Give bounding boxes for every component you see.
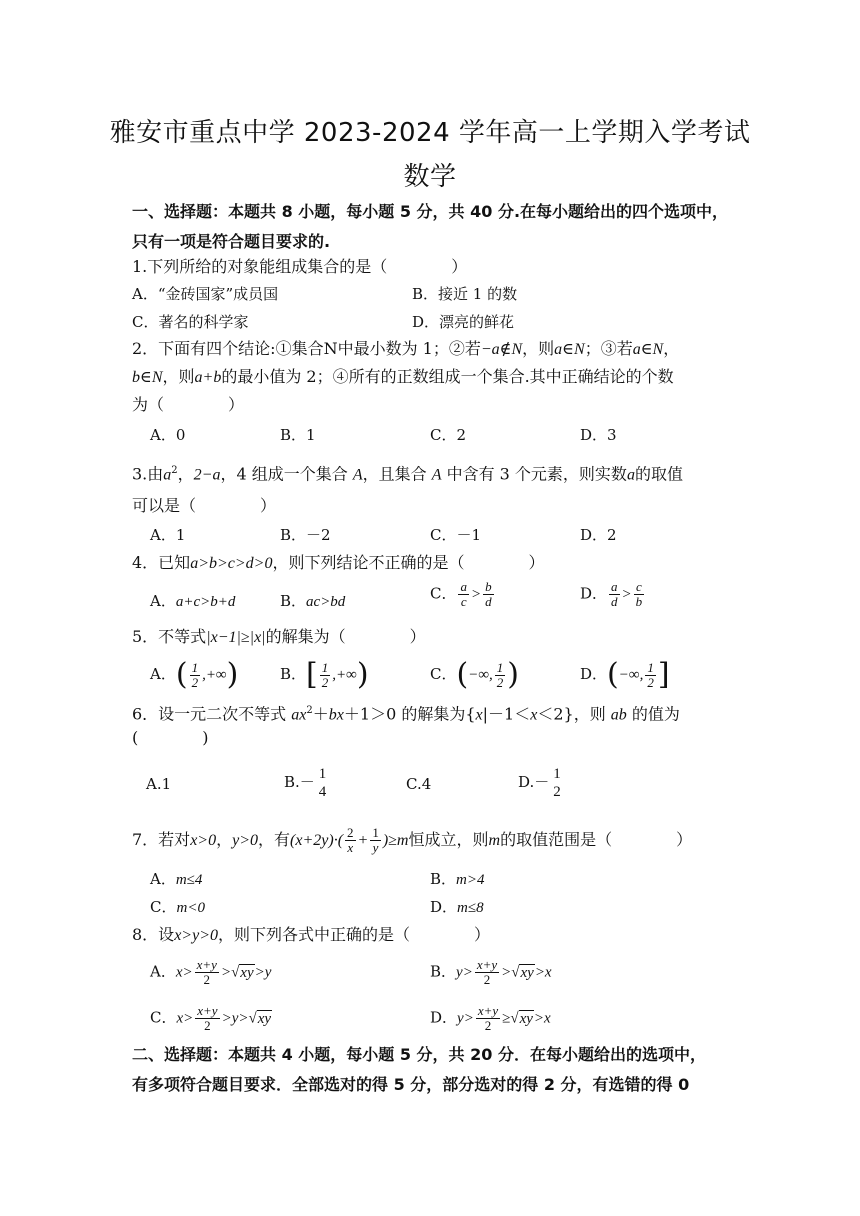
q5-option-b: B．[ $\frac{1}{2}$ ,+∞) bbox=[280, 657, 369, 692]
q5-stem: 5．不等式|x−1|≥|x|的解集为（ ） bbox=[132, 627, 426, 646]
q6-stem-line2: ( ) bbox=[132, 728, 209, 747]
q2-option-a: A．0 bbox=[150, 426, 186, 444]
q7-option-d: D．m≤8 bbox=[430, 898, 484, 916]
q1-option-d: D．漂亮的鲜花 bbox=[412, 313, 515, 331]
q4-stem: 4．已知a>b>c>d>0，则下列结论不正确的是（ ） bbox=[132, 553, 545, 572]
q3-option-d: D．2 bbox=[580, 526, 617, 544]
q3-stem-line1: 3.由$a^2$，2−a，4 组成一个集合 A，且集合 A 中含有 3 个元素，则实数a的取值 bbox=[132, 464, 683, 484]
q2-option-d: D．3 bbox=[580, 426, 617, 444]
q6-option-c: C.4 bbox=[406, 775, 432, 793]
q2-option-c: C．2 bbox=[430, 426, 467, 444]
q4-option-c: C． $\frac{a}{c}$ > $\frac{b}{d}$ bbox=[430, 579, 492, 609]
q5-option-a: A．( $\frac{1}{2}$ ,+∞) bbox=[150, 657, 239, 692]
q7-option-a: A．m≤4 bbox=[150, 870, 203, 888]
q6-stem-line1: 6．设一元二次不等式 $ax^2+bx+1>0$ 的解集为{x|－1＜x＜2}，则 ab 的值为 bbox=[132, 704, 680, 724]
q8-stem: 8．设x>y>0，则下列各式中正确的是（ ） bbox=[132, 925, 490, 944]
q3-option-c: C．－1 bbox=[430, 526, 482, 544]
q7-option-c: C．m<0 bbox=[150, 898, 205, 916]
q7-option-b: B．m>4 bbox=[430, 870, 485, 888]
q2-option-b: B．1 bbox=[280, 426, 316, 444]
q8-option-a: A．x> $\frac{x+y}{2}$ >√xy>y bbox=[150, 957, 272, 987]
q2-stem-line1: 2．下面有四个结论:①集合N中最小数为 1；②若−a∉N，则a∈N；③若a∈N， bbox=[132, 339, 680, 358]
q1-stem: 1.下列所给的对象能组成集合的是（ ） bbox=[132, 257, 468, 276]
q4-option-d: D． $\frac{a}{d}$ > $\frac{c}{b}$ bbox=[580, 579, 643, 609]
q8-option-c: C．x> $\frac{x+y}{2}$ >y>√xy bbox=[150, 1003, 272, 1033]
q3-option-a: A．1 bbox=[150, 526, 186, 544]
q6-option-a: A.1 bbox=[146, 775, 172, 793]
q2-stem-line3: 为（ ） bbox=[132, 395, 245, 414]
q8-option-b: B．y> $\frac{x+y}{2}$ >√xy>x bbox=[430, 957, 552, 987]
q5-option-c: C．(−∞, $\frac{1}{2}$ ) bbox=[430, 657, 519, 692]
q6-option-d: D.－ 1 2 bbox=[518, 766, 561, 800]
section2-heading: 二、选择题：本题共 4 小题，每小题 5 分，共 20 分．在每小题给出的选项中， 有多项符合题目要求．全部选对的得 5 分，部分选对的得 2 分，有选错的得 0 bbox=[132, 1045, 706, 1094]
exam-subject: 数学 bbox=[403, 162, 457, 192]
q1-option-a: A．“金砖国家”成员国 bbox=[132, 285, 279, 303]
exam-title: 雅安市重点中学 2023-2024 学年高一上学期入学考试 bbox=[109, 118, 751, 148]
q6-option-b: B.－ 1 4 bbox=[284, 766, 327, 800]
q8-option-d: D．y> $\frac{x+y}{2}$ ≥√xy>x bbox=[430, 1003, 551, 1033]
q4-option-b: B．ac>bd bbox=[280, 592, 346, 610]
q3-stem-line2: 可以是（ ） bbox=[132, 496, 277, 515]
q7-stem: 7．若对x>0，y>0，有(x+2y)·( $\frac{2}{x}$ + $\frac{1}{y}$ )≥m恒成立，则m的取值范围是（ ） bbox=[132, 825, 693, 855]
q5-option-d: D．(−∞, $\frac{1}{2}$ ] bbox=[580, 657, 670, 692]
q4-option-a: A．a+c>b+d bbox=[150, 592, 236, 610]
q1-option-b: B．接近 1 的数 bbox=[412, 285, 518, 303]
q2-stem-line2: b∈N，则a+b的最小值为 2；④所有的正数组成一个集合.其中正确结论的个数 bbox=[132, 367, 674, 386]
q1-option-c: C．著名的科学家 bbox=[132, 313, 249, 331]
q3-option-b: B．－2 bbox=[280, 526, 331, 544]
section1-heading: 一、选择题：本题共 8 小题，每小题 5 分，共 40 分.在每小题给出的四个选项中， 只有一项是符合题目要求的. bbox=[132, 202, 729, 251]
